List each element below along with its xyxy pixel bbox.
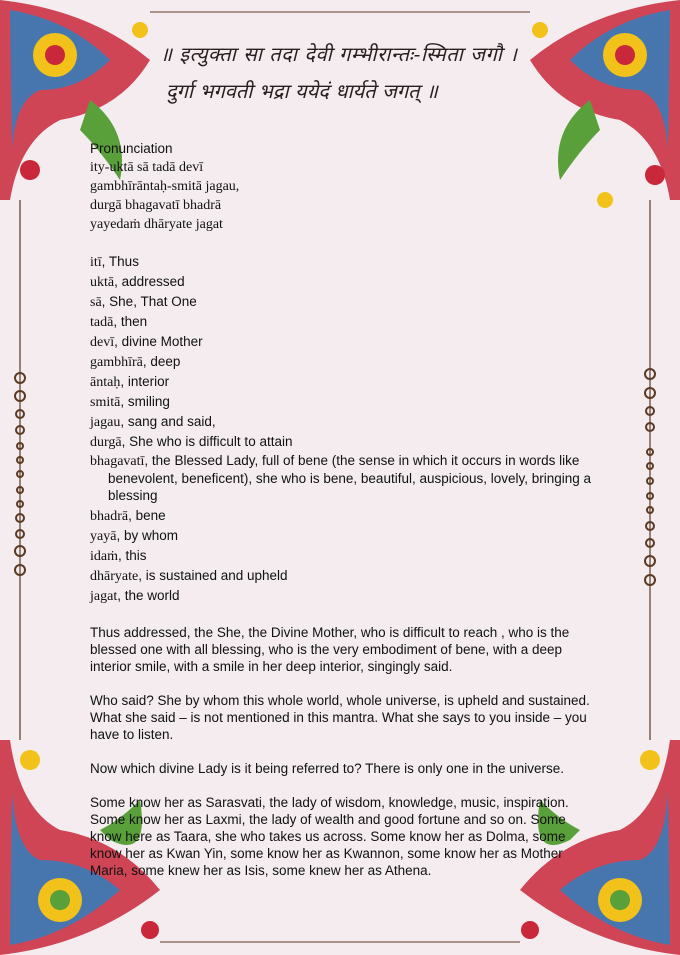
commentary-paragraph: Some know her as Sarasvati, the lady of wisdom, knowledge, music, inspiration. Some know her as Laxmi, the lady of wealth and good fortune and so on. Some know here as Taara, she who takes us across. Some know her as Dolma, some know her as Kwan Yin, some know her as Kwannon, some know her as Mother Maria, some knew her as Isis, some knew her as Athena. [90, 795, 569, 878]
glossary-meaning: , interior [120, 374, 170, 389]
glossary-term: yayā [90, 529, 117, 544]
glossary-meaning: , divine Mother [114, 334, 203, 349]
commentary-paragraph: Who said? She by whom this whole world, whole universe, is upheld and sustained. What she said – is not mentioned in this mantra. What she says to you inside – you have to listen. [90, 693, 590, 742]
glossary-entry [90, 566, 600, 586]
glossary-term: āntaḥ [90, 375, 121, 390]
glossary-term: smitā [90, 395, 121, 410]
glossary-term: dhāryate [90, 569, 139, 584]
glossary-entry [90, 506, 600, 526]
pronunciation-line: yayedaṁ dhāryate jagat [90, 217, 223, 232]
glossary-meaning: , smiling [120, 394, 170, 409]
glossary-term: sā [90, 295, 102, 310]
sanskrit-verse-header [160, 40, 560, 104]
glossary-term: durgā [90, 435, 122, 450]
glossary-entry [90, 586, 600, 606]
glossary-term: uktā [90, 275, 115, 290]
glossary-meaning: , the Blessed Lady, full of bene (the sense in which it occurs in words like benevolent, beneficent), she who is bene, beautiful, auspicious, lovely, bringing a blessing [108, 453, 592, 503]
commentary-paragraph: Thus addressed, the She, the Divine Mother, who is difficult to reach , who is the blessed one with all blessing, who is the very embodiment of bene, with a deep interior smile, with a smile in her deep interior, singingly said. [90, 625, 570, 674]
glossary-meaning: , by whom [116, 528, 178, 543]
glossary-meaning: , is sustained and upheld [138, 568, 288, 583]
glossary-term: itī [90, 255, 102, 270]
glossary-term: jagau [90, 415, 121, 430]
glossary-list [90, 252, 600, 606]
glossary-term: bhadrā [90, 509, 129, 524]
pronunciation-line: durgā bhagavatī bhadrā [90, 198, 222, 213]
glossary-term: jagat [90, 589, 118, 604]
pronunciation-heading: Pronunciation [90, 141, 173, 156]
glossary-meaning: , addressed [114, 274, 185, 289]
glossary-entry [90, 546, 600, 566]
glossary-meaning: , sang and said, [120, 414, 216, 429]
glossary-term: idaṁ [90, 549, 118, 564]
glossary-term: devī [90, 335, 115, 350]
glossary-entry [90, 432, 600, 452]
glossary-entry [90, 352, 600, 372]
glossary-entry [90, 412, 600, 432]
pronunciation-line: gambhīrāntaḥ-smitā jagau, [90, 179, 240, 194]
glossary-entry [90, 252, 600, 272]
glossary-term: bhagavatī [90, 454, 145, 469]
glossary-meaning: , She who is difficult to attain [121, 434, 293, 449]
sanskrit-verse-line-1: ॥ इत्युक्ता सा तदा देवी गम्भीरान्तः-स्मिता जगौ । [160, 42, 518, 66]
right-border-beads [645, 200, 655, 740]
left-border-beads [15, 200, 25, 740]
glossary-entry [90, 312, 600, 332]
commentary-paragraph: Now which divine Lady is it being referred to? There is only one in the universe. [90, 761, 565, 776]
glossary-entry [90, 372, 600, 392]
glossary-meaning: , then [113, 314, 148, 329]
glossary-term: gambhīrā [90, 355, 143, 370]
glossary-entry [90, 452, 600, 504]
glossary-entry [90, 526, 600, 546]
glossary-entry [90, 332, 600, 352]
glossary-meaning: , the world [117, 588, 180, 603]
pronunciation-line: ity-uktā sā tadā devī [90, 160, 204, 175]
glossary-entry [90, 292, 600, 312]
glossary-meaning: , Thus [101, 254, 139, 269]
glossary-meaning: , bene [128, 508, 166, 523]
glossary-entry [90, 272, 600, 292]
glossary-entry [90, 392, 600, 412]
glossary-meaning: , deep [142, 354, 181, 369]
glossary-meaning: , this [118, 548, 147, 563]
glossary-meaning: , She, That One [101, 294, 197, 309]
glossary-term: tadā [90, 315, 114, 330]
commentary-body [90, 139, 600, 896]
sanskrit-verse-line-2: दुर्गा भगवती भद्रा ययेदं धार्यते जगत् ॥ [166, 79, 438, 103]
